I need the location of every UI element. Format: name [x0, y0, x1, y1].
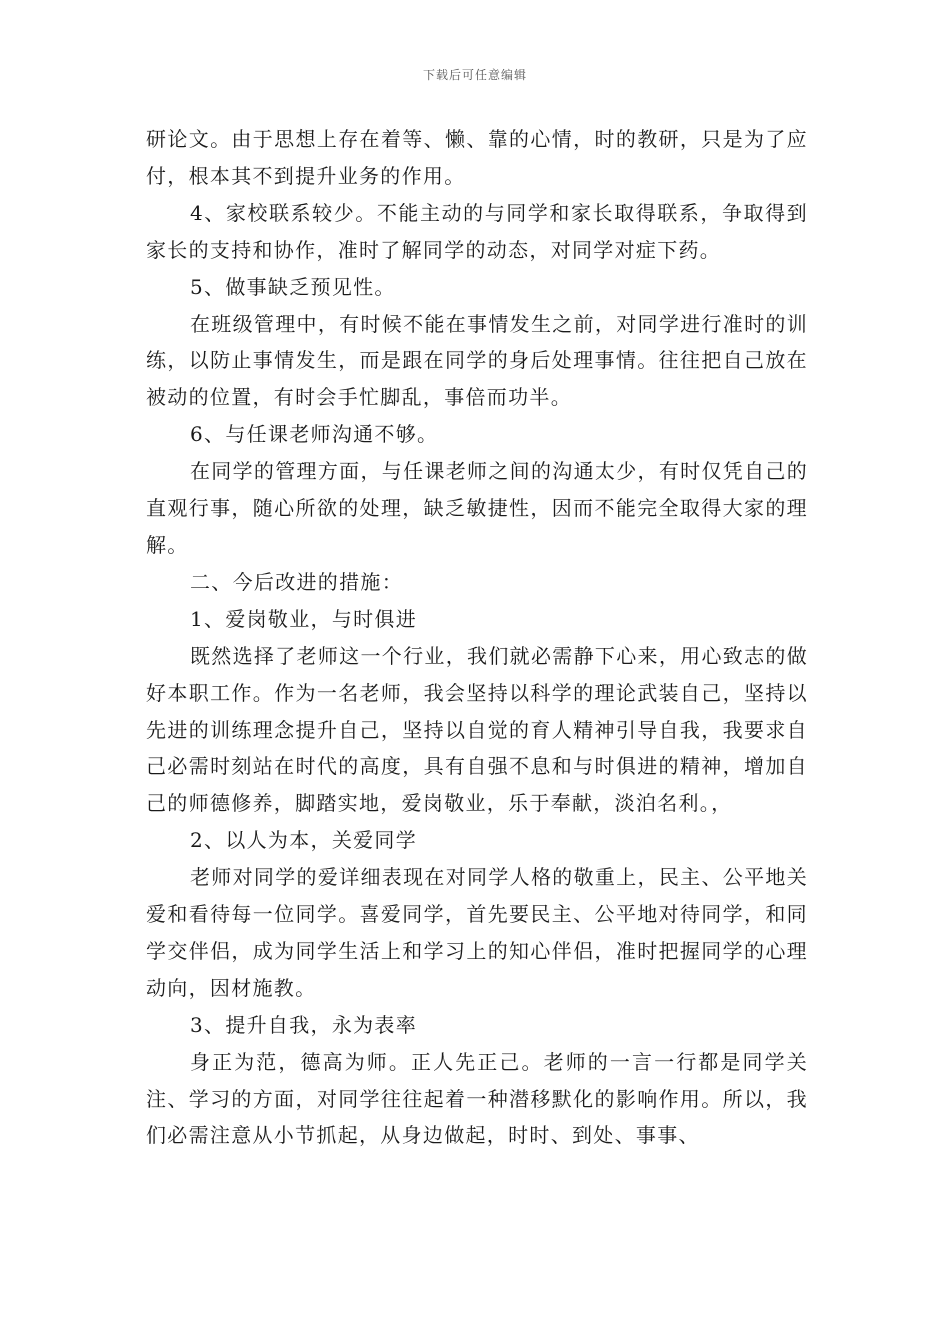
- document-body: [146, 121, 808, 1154]
- subheading-1: 1、爱岗敬业，与时俱进: [190, 606, 418, 631]
- paragraph-4: 在班级管理中，有时候不能在事情发生之前，对同学进行准时的训练，以防止事情发生，而是跟在同学的身后处理事情。往往把自己放在被动的位置，有时会手忙脚乱，事倍而功半。: [146, 311, 808, 410]
- paragraph-3: 5、做事缺乏预见性。: [190, 274, 396, 299]
- section-heading: 二、今后改进的措施：: [190, 569, 403, 594]
- paragraph-9: 身正为范，德高为师。正人先正己。老师的一言一行都是同学关注、学习的方面，对同学往往起着一种潜移默化的影响作用。所以，我们必需注意从小节抓起，从身边做起，时时、到处、事事、: [146, 1049, 808, 1148]
- paragraph-5: 6、与任课老师沟通不够。: [190, 422, 439, 447]
- page-header: 下载后可任意编辑: [422, 68, 527, 82]
- paragraph-7: 既然选择了老师这一个行业，我们就必需静下心来，用心致志的做好本职工作。作为一名老师，我会坚持以科学的理论武装自己，坚持以先进的训练理念提升自己，坚持以自觉的育人精神引导自我，我要求自己必需时刻站在时代的高度，具有自强不息和与时俱进的精神，增加自己的师德修养，脚踏实地，爱岗敬业，乐于奉献，淡泊名利。，: [146, 643, 808, 816]
- paragraph-8: 老师对同学的爱详细表现在对同学人格的敬重上，民主、公平地关爱和看待每一位同学。喜爱同学，首先要民主、公平地对待同学，和同学交伴侣，成为同学生活上和学习上的知心伴侣，准时把握同学的心理动向，因材施教。: [146, 865, 808, 1000]
- subheading-2: 2、以人为本，关爱同学: [190, 828, 418, 853]
- paragraph-6: 在同学的管理方面，与任课老师之间的沟通太少，有时仅凭自己的直观行事，随心所欲的处理，缺乏敏捷性，因而不能完全取得大家的理解。: [146, 459, 808, 557]
- paragraph-1: 研论文。由于思想上存在着等、懒、靠的心情，时的教研，只是为了应付，根本其不到提升业务的作用。: [146, 127, 808, 188]
- paragraph-2: 4、家校联系较少。不能主动的与同学和家长取得联系，争取得到家长的支持和协作，准时了解同学的动态，对同学对症下药。: [146, 200, 808, 262]
- subheading-3: 3、提升自我，永为表率: [190, 1012, 418, 1037]
